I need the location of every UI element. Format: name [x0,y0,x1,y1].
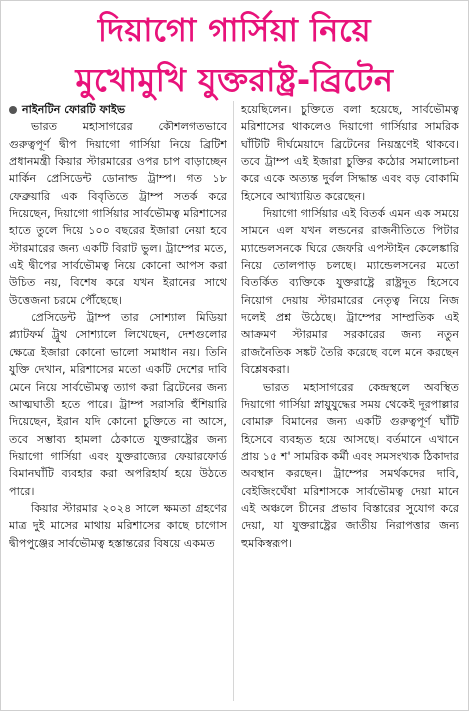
headline [1,5,468,105]
column-divider [233,101,234,701]
byline-text: নাইনটিন ফোরটি ফাইভ [22,103,126,116]
paragraph: ভারত মহাসাগরের কেন্দ্রস্থলে অবস্থিত দিয়াগো গার্সিয়া স্নায়ুযুদ্ধের সময় থেকেই দূরপাল্লার বোমারু বিমানের জন্য একটি গুরুত্বপূর্ণ ঘাঁটি হিসেবে ব্যবহৃত হয়ে আসছে। বর্তমানে এখানে প্রায় ১৫ শ' সামরিক কর্মী এবং সমসংখ্যক ঠিকাদার অবস্থান করছেন। ট্রাম্পের সমর্থকদের দাবি, বেইজিংঘেঁষা মরিশাসকে সার্বভৌমত্ব দেয়া মানে এই অঞ্চলে চীনের প্রভাব বিস্তারের সুযোগ করে দেয়া, যা যুক্তরাষ্ট্রের জাতীয় নিরাপত্তার জন্য হুমকিস্বরূপ। [241,380,459,550]
paragraph: হয়েছিলেন। চুক্তিতে বলা হয়েছে, সার্বভৌমত্ব মরিশাসের থাকলেও দিয়াগো গার্সিয়ার সামরিক ঘাঁটিটি দীর্ঘমেয়াদে ব্রিটেনের নিয়ন্ত্রণেই থাকবে। তবে ট্রাম্প এই ইজারা চুক্তির কঠোর সমালোচনা করে একে অত্যন্ত দুর্বল সিদ্ধান্ত এবং বড় বোকামি হিসেবে আখ্যায়িত করেছেন। [241,103,459,203]
article-column-left [9,101,227,705]
article-column-right [241,101,459,705]
paragraph: প্রেসিডেন্ট ট্রাম্প তার সোশ্যাল মিডিয়া প্ল্যাটফর্ম ট্রুথ সোশ্যালে লিখেছেন, দেশগুলোর ক্ষেত্রে ইজারা কোনো ভালো সমাধান নয়। তিনি যুক্তি দেখান, মরিশাসের মতো একটি দেশের দাবি মেনে নিয়ে সার্বভৌমত্ব ত্যাগ করা ব্রিটেনের জন্য আত্মঘাতী হতে পারে। ট্রাম্প সরাসরি হুঁশিয়ারি দিয়েছেন, ইরান যদি কোনো চুক্তিতে না আসে, তবে সম্ভাব্য হামলা ঠেকাতে যুক্তরাষ্ট্রের জন্য দিয়াগো গার্সিয়া এবং যুক্তরাজ্যের ফেয়ারফোর্ড বিমানঘাঁটি ব্যবহার করা অপরিহার্য হয়ে উঠতে পারে। [9,311,227,498]
paragraph: ভারত মহাসাগরের কৌশলগতভাবে গুরুত্বপূর্ণ দ্বীপ দিয়াগো গার্সিয়া নিয়ে ব্রিটিশ প্রধানমন্ত্রী কিয়ার স্টারমারের ওপর চাপ বাড়াচ্ছেন মার্কিন প্রেসিডেন্ট ডোনাল্ড ট্রাম্প। গত ১৮ ফেব্রুয়ারি এক বিবৃতিতে ট্রাম্প সতর্ক করে দিয়েছেন, দিয়াগো গার্সিয়ার সার্বভৌমত্ব মরিশাসের হাতে তুলে দিয়ে ১০০ বছরের ইজারা নেয়া হবে স্টারমারের জন্য একটি বিরাট ভুল। ট্রাম্পের মতে, এই দ্বীপের সার্বভৌমত্ব নিয়ে কোনো আপস করা উচিত নয়, বিশেষ করে যখন ইরানের সাথে উত্তেজনা চরমে পৌঁছেছে। [9,120,227,307]
byline [9,101,227,118]
headline-line-2: মুখোমুখি যুক্তরাষ্ট্র-ব্রিটেন [75,61,394,99]
bullet-icon [9,106,17,114]
headline-line-1: দিয়াগো গার্সিয়া নিয়ে [97,11,372,49]
paragraph: দিয়াগো গার্সিয়ার এই বিতর্ক এমন এক সময়ে সামনে এল যখন লন্ডনের রাজনীতিতে পিটার ম্যান্ডেলসনকে ঘিরে জেফরি এপস্টাইন কেলেঙ্কারি নিয়ে তোলপাড় চলছে। ম্যান্ডেলসনের মতো বিতর্কিত ব্যক্তিকে যুক্তরাষ্ট্রে রাষ্ট্রদূত হিসেবে নিয়োগ দেয়ায় স্টারমারের নেতৃত্ব নিয়ে নিজ দলেই প্রশ্ন উঠেছে। ট্রাম্পের সাম্প্রতিক এই আক্রমণ স্টারমার সরকারের জন্য নতুন রাজনৈতিক সঙ্কট তৈরি করেছে বলে মনে করছেন বিশ্লেষকরা। [241,207,459,377]
paragraph: কিয়ার স্টারমার ২০২৪ সালে ক্ষমতা গ্রহণের মাত্র দুই মাসের মাথায় মরিশাসের কাছে চাগোস দ্বীপপুঞ্জের সার্বভৌমত্ব হস্তান্তরের বিষয়ে একমত [9,501,227,550]
